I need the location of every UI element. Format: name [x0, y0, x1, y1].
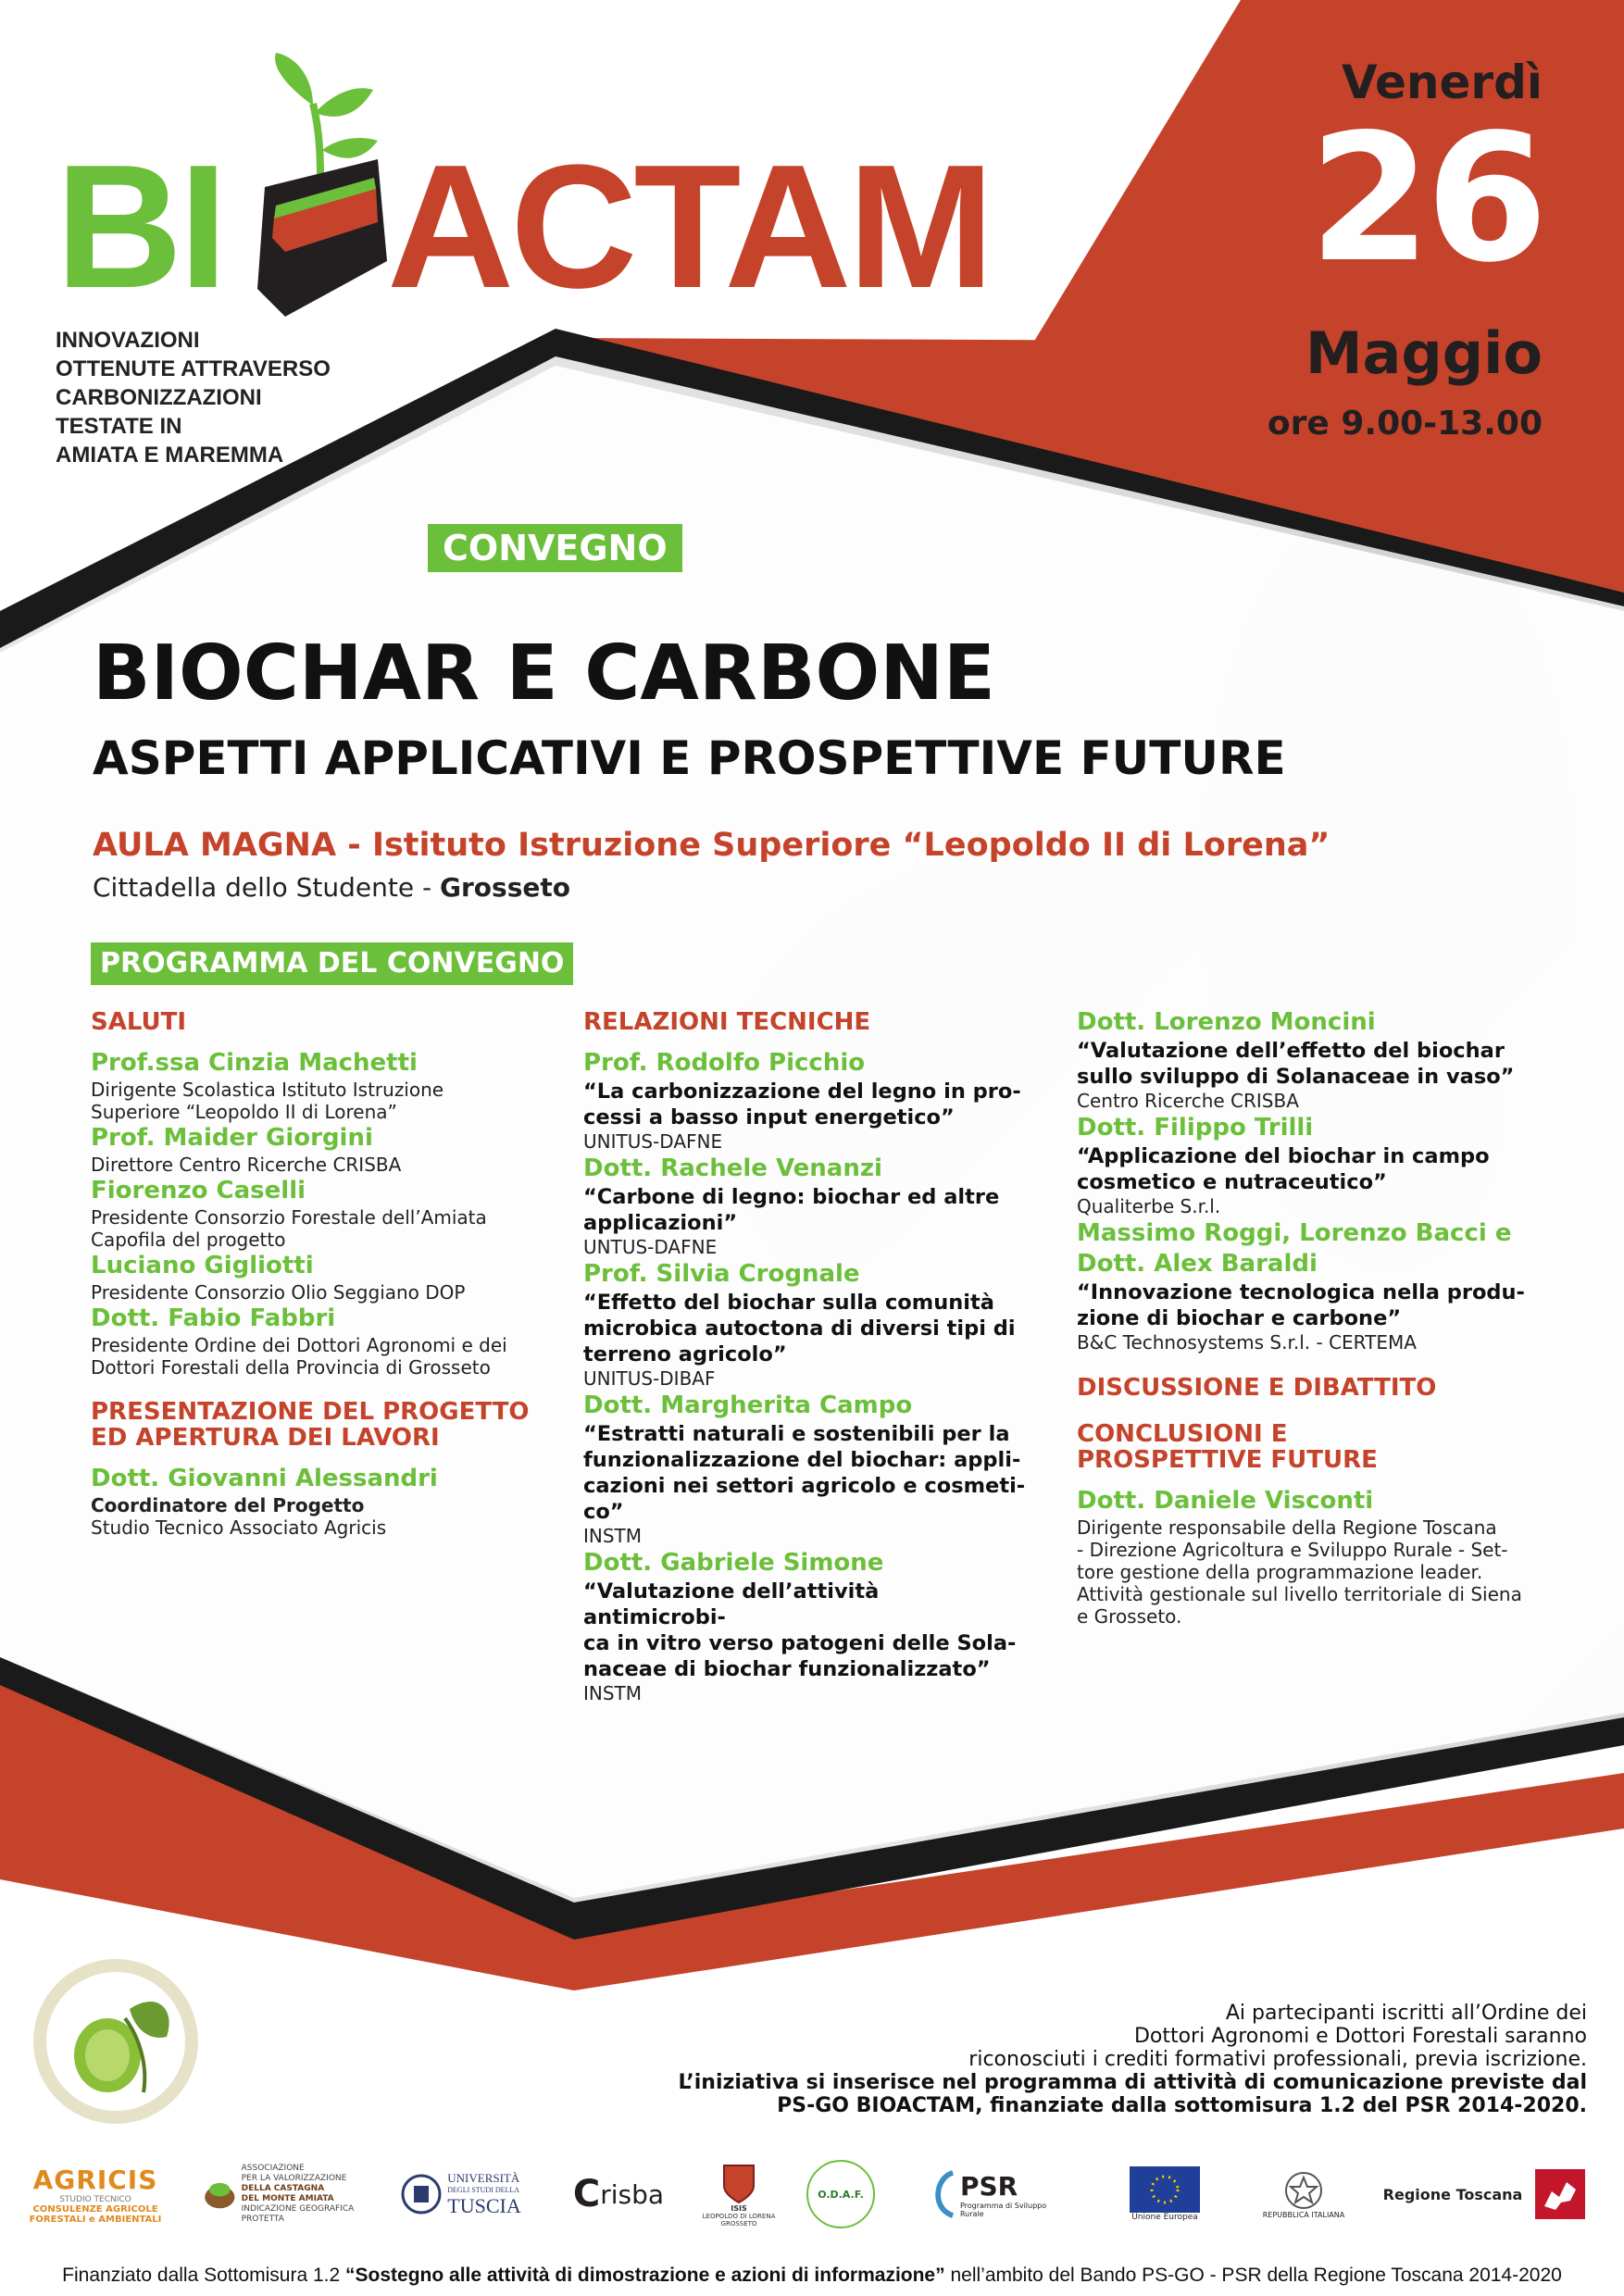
footer-part: nell’ambito del Bando PS-GO - PSR della Regione Toscana 2014-2020: [944, 2265, 1562, 2286]
agricis-tag: CONSULENZE AGRICOLE: [32, 2203, 158, 2215]
talk-title: sullo sviluppo di Solanaceae in vaso”: [1077, 1065, 1515, 1089]
eu-flag-icon: [1130, 2166, 1200, 2213]
lorena-line: LEOPOLDO DI LORENA: [702, 2212, 776, 2220]
date-weekday: Venerdì: [1342, 56, 1543, 109]
psr-sub: Programma di Sviluppo Rurale: [959, 2201, 1047, 2218]
regione-toscana-logo: [1368, 2157, 1600, 2231]
speaker-role: - Direzione Agricoltura e Sviluppo Rurale - Set-: [1077, 1539, 1508, 1561]
castagna-line: PER LA VALORIZZAZIONE: [241, 2174, 347, 2183]
speaker-name: Dott. Rachele Venanzi: [583, 1154, 882, 1182]
speaker-role: Dirigente responsabile della Regione Toscana: [1077, 1516, 1497, 1539]
program-column-2: [583, 1009, 1028, 1705]
lorena-logo: [693, 2157, 785, 2231]
speaker-role: Direttore Centro Ricerche CRISBA: [91, 1154, 402, 1176]
castagna-line: ASSOCIAZIONE: [241, 2164, 305, 2173]
talk-title: terreno agricolo”: [583, 1342, 787, 1366]
speaker-role: Dirigente Scolastica Istituto Istruzione: [91, 1079, 444, 1101]
tuscia-logo: [387, 2157, 535, 2231]
speaker-name: Dott. Margherita Campo: [583, 1391, 913, 1419]
date-day: 26: [1308, 96, 1543, 301]
note-line: Ai partecipanti iscritti all’Ordine dei: [1225, 2002, 1587, 2025]
talk-title: cosmetico e nutraceutico”: [1077, 1170, 1387, 1194]
agricis-sub: STUDIO TECNICO: [59, 2194, 131, 2204]
speaker-name: Dott. Filippo Trilli: [1077, 1114, 1314, 1142]
speaker-name: Luciano Gigliotti: [91, 1252, 314, 1279]
section-heading: RELAZIONI TECNICHE: [583, 1008, 871, 1036]
eu-logo: [1118, 2157, 1211, 2231]
venue-hall: AULA MAGNA -: [93, 827, 372, 864]
lorena-line: ISIS: [731, 2203, 747, 2213]
odaf-name: O.D.A.F.: [806, 2160, 875, 2228]
credits-note: [678, 2002, 1587, 2117]
psr-name: PSR: [959, 2170, 1018, 2202]
talk-title: ca in vitro verso patogeni delle Sola-: [583, 1631, 1017, 1655]
psr-swirl-icon: [930, 2168, 956, 2220]
speaker-role: Presidente Consorzio Forestale dell’Amiata: [91, 1206, 487, 1229]
speaker-affiliation: B&C Technosystems S.r.l. - CERTEMA: [1077, 1331, 1417, 1354]
talk-title: funzionalizzazione del biochar: appli-: [583, 1448, 1021, 1472]
footer-part: “Sostegno alle attività di dimostrazione e azioni di informazione”: [345, 2265, 945, 2286]
speaker-role: Dottori Forestali della Provincia di Grosseto: [91, 1356, 491, 1379]
talk-title: co”: [583, 1500, 624, 1524]
speaker-role: e Grosseto.: [1077, 1605, 1182, 1628]
sprout-pot-icon: [248, 48, 396, 326]
speaker-affiliation: INSTM: [583, 1682, 643, 1704]
talk-title: cessi a basso input energetico”: [583, 1105, 955, 1129]
psr-logo: [930, 2157, 1068, 2231]
speaker-role: tore gestione della programmazione leader.: [1077, 1561, 1483, 1583]
program-column-1: [91, 1009, 572, 1539]
venue-school: Istituto Istruzione Superiore “Leopoldo II di Lorena”: [371, 827, 1330, 864]
repubblica-logo: [1248, 2157, 1359, 2231]
note-line: riconosciuti i crediti formativi professionali, previa iscrizione.: [968, 2048, 1587, 2071]
agricis-logo: [26, 2157, 165, 2231]
convegno-badge: CONVEGNO: [428, 524, 682, 572]
pegasus-icon: [1535, 2169, 1585, 2219]
speaker-name: Dott. Daniele Visconti: [1077, 1487, 1374, 1515]
date-time: ore 9.00-13.00: [1267, 405, 1543, 443]
logo-word-left: BI: [56, 129, 224, 325]
odaf-logo: [794, 2157, 887, 2231]
castagna-logo: [202, 2157, 369, 2231]
talk-title: microbica autoctona di diversi tipi di: [583, 1316, 1016, 1341]
speaker-affiliation: INSTM: [583, 1525, 643, 1547]
speaker-role: Superiore “Leopoldo II di Lorena”: [91, 1101, 397, 1123]
speaker-affiliation: Qualiterbe S.r.l.: [1077, 1195, 1221, 1217]
talk-title: “Applicazione del biochar in campo: [1077, 1144, 1490, 1168]
section-heading: SALUTI: [91, 1008, 187, 1036]
section-heading: CONCLUSIONI E: [1077, 1420, 1288, 1448]
logo-word-right: ACTAM: [387, 129, 991, 325]
italian-emblem-icon: [1283, 2170, 1324, 2211]
school-crest-icon: [720, 2162, 757, 2204]
tagline-line: INNOVAZIONI: [56, 328, 200, 353]
speaker-role: Attività gestionale sul livello territoriale di Siena: [1077, 1583, 1522, 1605]
speaker-role: Coordinatore del Progetto: [91, 1494, 365, 1516]
note-line: PS-GO BIOACTAM, finanziate dalla sottomisura 1.2 del PSR 2014-2020.: [777, 2094, 1587, 2117]
speaker-affiliation: Centro Ricerche CRISBA: [1077, 1090, 1299, 1112]
crisba-c-icon: C: [572, 2173, 601, 2215]
event-title: BIOCHAR E CARBONE: [93, 630, 995, 718]
funding-footer: [0, 2265, 1624, 2287]
talk-title: applicazioni”: [583, 1211, 738, 1235]
crisba-name: risba: [600, 2178, 665, 2210]
venue-city: Grosseto: [440, 872, 570, 903]
venue-place: Cittadella dello Studente -: [93, 872, 441, 903]
talk-title: “Carbone di legno: biochar ed altre: [583, 1185, 1000, 1209]
talk-title: “Innovazione tecnologica nella produ-: [1077, 1280, 1525, 1304]
university-seal-icon: [401, 2169, 442, 2219]
chestnut-icon: [202, 2172, 238, 2216]
speaker-affiliation: UNITUS-DIBAF: [583, 1367, 716, 1390]
section-heading: ED APERTURA DEI LAVORI: [91, 1424, 440, 1452]
speaker-name: Dott. Giovanni Alessandri: [91, 1465, 438, 1492]
speaker-name: Prof. Silvia Crognale: [583, 1260, 860, 1288]
speaker-name: Massimo Roggi, Lorenzo Bacci e: [1077, 1219, 1512, 1247]
tagline-line: TESTATE IN: [56, 414, 182, 439]
castagna-line: INDICAZIONE GEOGRAFICA PROTETTA: [241, 2204, 355, 2224]
tagline-line: OTTENUTE ATTRAVERSO: [56, 356, 331, 381]
talk-title: naceae di biochar funzionalizzato”: [583, 1657, 991, 1681]
toscana-label: Regione Toscana: [1382, 2185, 1523, 2203]
crisba-logo: [563, 2157, 674, 2231]
agricis-tag: FORESTALI e AMBIENTALI: [29, 2214, 162, 2225]
eu-label: Unione Europea: [1131, 2213, 1198, 2222]
talk-title: “Valutazione dell’attività antimicrobi-: [583, 1579, 880, 1629]
speaker-name: Prof.ssa Cinzia Machetti: [91, 1049, 418, 1077]
talk-title: “Valutazione dell’effetto del biochar: [1077, 1039, 1505, 1063]
event-subtitle: ASPETTI APPLICATIVI E PROSPETTIVE FUTURE: [93, 731, 1286, 785]
bioactam-logo: [56, 129, 224, 325]
talk-title: zione di biochar e carbone”: [1077, 1306, 1402, 1330]
logo-tagline: [56, 326, 331, 469]
venue-city-line: [93, 872, 570, 903]
tagline-line: CARBONIZZAZIONI: [56, 385, 262, 410]
tagline-line: AMIATA E MAREMMA: [56, 443, 284, 468]
note-line: Dottori Agronomi e Dottori Forestali saranno: [1133, 2025, 1587, 2048]
speaker-name: Dott. Lorenzo Moncini: [1077, 1008, 1376, 1036]
section-heading: PROSPETTIVE FUTURE: [1077, 1446, 1378, 1474]
castagna-line: DELLA CASTAGNA: [241, 2184, 325, 2193]
speaker-role: Presidente Ordine dei Dottori Agronomi e dei: [91, 1334, 507, 1356]
tuscia-line: UNIVERSITÀ: [447, 2170, 520, 2185]
speaker-name: Dott. Gabriele Simone: [583, 1549, 884, 1577]
speaker-role: Presidente Consorzio Olio Seggiano DOP: [91, 1281, 466, 1304]
logo-word-right-wrap: [387, 129, 991, 325]
section-heading: DISCUSSIONE E DIBATTITO: [1077, 1374, 1437, 1402]
castagna-line: DEL MONTE AMIATA: [241, 2194, 334, 2203]
speaker-name: Prof. Maider Giorgini: [91, 1124, 373, 1152]
speaker-affiliation: UNTUS-DAFNE: [583, 1236, 718, 1258]
date-month: Maggio: [1305, 319, 1543, 387]
speaker-affiliation: UNITUS-DAFNE: [583, 1130, 723, 1153]
speaker-name: Fiorenzo Caselli: [91, 1177, 306, 1204]
talk-title: cazioni nei settori agricolo e cosmeti-: [583, 1474, 1026, 1498]
repubblica-label: REPUBBLICA ITALIANA: [1262, 2210, 1345, 2219]
note-line: L’iniziativa si inserisce nel programma di attività di comunicazione previste dal: [678, 2071, 1587, 2094]
section-heading: PRESENTAZIONE DEL PROGETTO: [91, 1398, 530, 1426]
venue-line: [93, 827, 1330, 864]
speaker-name: Prof. Rodolfo Picchio: [583, 1049, 866, 1077]
speaker-name: Dott. Fabio Fabbri: [91, 1304, 336, 1332]
tuscia-line: TUSCIA: [447, 2193, 521, 2217]
agricis-name: AGRICIS: [32, 2164, 158, 2195]
lorena-line: GROSSETO: [720, 2219, 757, 2227]
program-badge: PROGRAMMA DEL CONVEGNO: [91, 942, 573, 985]
talk-title: “La carbonizzazione del legno in pro-: [583, 1079, 1021, 1104]
speaker-role: Capofila del progetto: [91, 1229, 286, 1251]
speaker-role: Studio Tecnico Associato Agricis: [91, 1516, 387, 1539]
speaker-name: Dott. Alex Baraldi: [1077, 1250, 1318, 1278]
footer-part: Finanziato dalla Sottomisura 1.2: [62, 2265, 346, 2286]
talk-title: “Estratti naturali e sostenibili per la: [583, 1422, 1010, 1446]
program-column-3: [1077, 1007, 1558, 1628]
tuscia-line: DEGLI STUDI DELLA: [447, 2185, 520, 2194]
talk-title: “Effetto del biochar sulla comunità: [583, 1291, 994, 1315]
olio-seggiano-seal: [28, 1953, 204, 2129]
